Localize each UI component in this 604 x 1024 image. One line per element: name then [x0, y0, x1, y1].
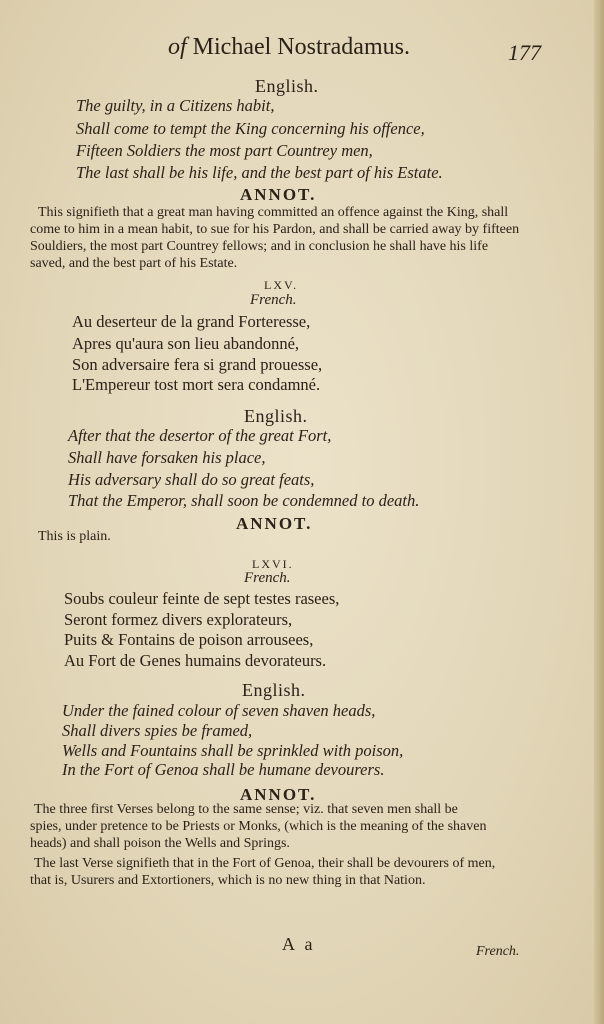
quatrain-number-65: LXV. [264, 278, 299, 292]
french-verse-line: Seront formez divers explorateurs, [64, 610, 293, 629]
french-verse-line: Son adversaire fera si grand prouesse, [72, 355, 323, 374]
annot-heading-1: ANNOT. [240, 185, 317, 204]
annot-text: This is plain. [38, 529, 111, 544]
running-title-of: of [168, 34, 187, 60]
english-verse-line: Fifteen Soldiers the most part Countrey men, [76, 141, 373, 160]
french-verse-line: Soubs couleur feinte de sept testes rasees, [64, 589, 340, 608]
english-verse-line: The last shall be his life, and the best part of his Estate. [76, 163, 443, 182]
french-verse-line: Au deserteur de la grand Forteresse, [72, 312, 311, 331]
english-verse-line: In the Fort of Genoa shall be humane devourers. [62, 760, 385, 779]
running-title [168, 34, 410, 61]
english-verse-line: His adversary shall do so great feats, [68, 470, 315, 489]
english-heading-66: English. [242, 680, 306, 700]
catchword: French. [476, 944, 520, 959]
signature-mark: A a [282, 934, 316, 954]
english-verse-line: The guilty, in a Citizens habit, [76, 96, 275, 115]
annot-text-line: The last Verse signifieth that in the Fort of Genoa, their shall be devourers of men, [34, 856, 496, 871]
english-verse-line: Shall come to tempt the King concerning his offence, [76, 119, 425, 138]
english-verse-line: Shall have forsaken his place, [68, 448, 266, 467]
annot-heading-66: ANNOT. [240, 785, 317, 804]
page-number: 177 [508, 40, 541, 65]
annot-text-line: heads) and shall poison the Wells and Springs. [30, 836, 290, 851]
english-heading-1: English. [255, 76, 319, 96]
french-heading-65: French. [250, 292, 297, 308]
page-edge [594, 0, 604, 1024]
annot-text-line: come to him in a mean habit, to sue for his Pardon, and shall be carried away by fifteen [30, 222, 520, 237]
english-heading-65: English. [244, 406, 308, 426]
annot-heading-65: ANNOT. [236, 514, 313, 533]
annot-text-line: saved, and the best part of his Estate. [30, 256, 238, 271]
french-heading-66: French. [244, 570, 291, 586]
quatrain-number-66: LXVI. [252, 557, 294, 571]
french-verse-line: Au Fort de Genes humains devorateurs. [64, 651, 327, 670]
english-verse-line: Shall divers spies be framed, [62, 721, 253, 740]
french-verse-line: Puits & Fontains de poison arrousees, [64, 630, 314, 649]
english-verse-line: After that the desertor of the great Fort, [68, 426, 332, 445]
annot-text-line: that is, Usurers and Extortioners, which is no new thing in that Nation. [30, 873, 426, 888]
annot-text-line: Souldiers, the most part Countrey fellows; and in conclusion he shall have his life [30, 239, 489, 254]
annot-text-line: spies, under pretence to be Priests or Monks, (which is the meaning of the shaven [30, 819, 487, 834]
annot-text-line: The three first Verses belong to the same sense; viz. that seven men shall be [34, 802, 458, 817]
french-verse-line: L'Empereur tost mort sera condamné. [72, 375, 321, 394]
french-verse-line: Apres qu'aura son lieu abandonné, [72, 334, 300, 353]
english-verse-line: Wells and Fountains shall be sprinkled with poison, [62, 741, 404, 760]
running-title-name: Michael Nostradamus. [192, 34, 410, 60]
annot-text-line: This signifieth that a great man having committed an offence against the King, shall [38, 205, 509, 220]
english-verse-line: Under the fained colour of seven shaven heads, [62, 701, 376, 720]
english-verse-line: That the Emperor, shall soon be condemned to death. [68, 491, 420, 510]
